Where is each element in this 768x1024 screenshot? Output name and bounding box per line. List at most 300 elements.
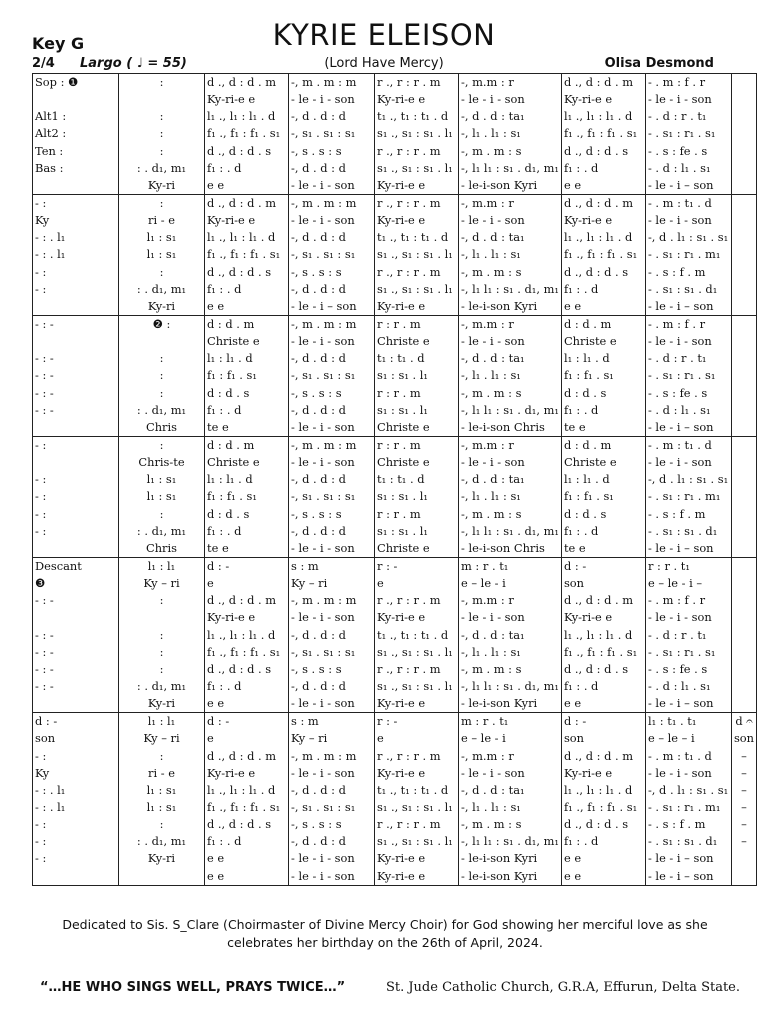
score-cell: l₁ : s₁	[119, 229, 205, 246]
score-cell: l₁ : t₁ . t₁	[645, 713, 731, 731]
score-line	[33, 385, 757, 402]
score-cell: - :	[33, 833, 119, 850]
score-cell: - :	[33, 747, 119, 764]
score-cell: - . s : f . m	[645, 816, 731, 833]
score-cell: :	[119, 506, 205, 523]
score-cell: l₁ : l₁ . d	[561, 471, 645, 488]
score-cell: e e	[561, 695, 645, 713]
score-cell: - :	[33, 850, 119, 867]
score-line	[33, 125, 757, 142]
score-line	[33, 506, 757, 523]
score-cell: -, m.m : r	[459, 436, 562, 454]
score-cell: r : r . m	[375, 385, 459, 402]
score-cell: d : d . m	[561, 315, 645, 333]
score-cell: - . s₁ : s₁ . d₁	[645, 281, 731, 298]
score-cell: -, d . d : ta₁	[459, 350, 562, 367]
score-cell: Ky-ri-e e	[375, 850, 459, 867]
score-cell: - le - i – son	[645, 419, 731, 437]
score-cell: - : -	[33, 385, 119, 402]
score-cell: l₁ : l₁ . d	[561, 350, 645, 367]
score-cell: - :	[33, 471, 119, 488]
score-cell	[33, 540, 119, 558]
score-cell	[731, 385, 756, 402]
score-cell: t₁ : t₁ . d	[375, 350, 459, 367]
score-cell: : . d₁, m₁	[119, 402, 205, 419]
score-cell: ri - e	[119, 765, 205, 782]
score-cell: d ., d : d . m	[561, 74, 645, 92]
score-cell: -, d . d : ta₁	[459, 782, 562, 799]
score-cell	[731, 488, 756, 505]
score-cell: - le - i - son	[459, 212, 562, 229]
score-cell: - . s₁ : r₁ . m₁	[645, 799, 731, 816]
score-cell: l₁ ., l₁ : l₁ . d	[205, 108, 289, 125]
score-cell: -, s₁ . s₁ : s₁	[289, 367, 375, 384]
score-cell: d : d . s	[205, 385, 289, 402]
score-cell: Christe e	[561, 333, 645, 350]
score-cell: l₁ : s₁	[119, 488, 205, 505]
score-cell	[731, 523, 756, 540]
score-cell: -, d . d : ta₁	[459, 108, 562, 125]
score-cell: - :	[33, 264, 119, 281]
score-cell: s₁ : s₁ . l₁	[375, 402, 459, 419]
score-cell: - : -	[33, 678, 119, 695]
score-cell: -, s₁ . s₁ : s₁	[289, 488, 375, 505]
score-cell	[731, 264, 756, 281]
score-cell	[731, 108, 756, 125]
score-cell: - . s : fe . s	[645, 143, 731, 160]
score-cell: e e	[205, 850, 289, 867]
score-cell: - : . l₁	[33, 246, 119, 263]
score-cell	[731, 850, 756, 867]
score-cell: - le - i - son	[289, 540, 375, 558]
score-cell: –	[731, 782, 756, 799]
score-line	[33, 298, 757, 316]
score-cell	[731, 315, 756, 333]
score-cell: - le - i - son	[459, 333, 562, 350]
score-cell: - le-i-son Kyri	[459, 298, 562, 316]
score-cell	[119, 91, 205, 108]
score-cell: -, d . l₁ : s₁ . s₁	[645, 229, 731, 246]
score-cell: - le-i-son Chris	[459, 540, 562, 558]
score-cell: m : r . t₁	[459, 557, 562, 575]
score-cell: - . s : f . m	[645, 506, 731, 523]
song-subtitle: (Lord Have Mercy)	[324, 56, 444, 71]
score-cell: f₁ : f₁ . s₁	[561, 367, 645, 384]
score-cell: f₁ : . d	[205, 281, 289, 298]
score-cell	[731, 419, 756, 437]
score-line	[33, 436, 757, 454]
score-cell: d : -	[205, 557, 289, 575]
composer-name: Olisa Desmond	[604, 56, 714, 71]
score-cell: r ., r : r . m	[375, 74, 459, 92]
score-cell: f₁ : . d	[561, 523, 645, 540]
score-cell: r : -	[375, 557, 459, 575]
score-cell: t₁ ., t₁ : t₁ . d	[375, 108, 459, 125]
score-cell: : . d₁, m₁	[119, 833, 205, 850]
score-line	[33, 627, 757, 644]
score-cell	[731, 367, 756, 384]
score-cell: - . s : fe . s	[645, 661, 731, 678]
score-cell: s₁ ., s₁ : s₁ . l₁	[375, 246, 459, 263]
score-cell: - le - i - son	[289, 333, 375, 350]
score-cell: l₁ ., l₁ : l₁ . d	[561, 627, 645, 644]
score-cell	[119, 333, 205, 350]
score-cell: l₁ : s₁	[119, 782, 205, 799]
score-cell: Christe e	[561, 454, 645, 471]
score-cell: -, m . m : m	[289, 436, 375, 454]
score-cell	[33, 333, 119, 350]
score-line	[33, 350, 757, 367]
score-cell: s₁ ., s₁ : s₁ . l₁	[375, 281, 459, 298]
score-cell: d : -	[561, 713, 645, 731]
score-cell: s₁ : s₁ . l₁	[375, 523, 459, 540]
score-line	[33, 402, 757, 419]
score-cell: -, m . m : m	[289, 74, 375, 92]
score-cell	[731, 212, 756, 229]
score-cell: - . d : r . t₁	[645, 108, 731, 125]
score-cell: -, s . s : s	[289, 816, 375, 833]
score-cell	[731, 867, 756, 885]
score-cell: d ., d : d . m	[205, 592, 289, 609]
score-cell: f₁ ., f₁ : f₁ . s₁	[205, 644, 289, 661]
dedication-line-2: celebrates her birthday on the 26th of April, 2024.	[227, 935, 543, 950]
score-cell: - : -	[33, 592, 119, 609]
score-cell	[731, 592, 756, 609]
score-cell: - le - i - son	[459, 765, 562, 782]
score-cell: f₁ ., f₁ : f₁ . s₁	[205, 246, 289, 263]
score-cell: -, m.m : r	[459, 592, 562, 609]
score-cell: -, d . l₁ : s₁ . s₁	[645, 782, 731, 799]
score-cell: Ky-ri-e e	[205, 91, 289, 108]
score-cell: - le-i-son Chris	[459, 419, 562, 437]
score-cell: - : . l₁	[33, 782, 119, 799]
score-line	[33, 730, 757, 747]
score-cell: - . d : l₁ . s₁	[645, 402, 731, 419]
score-cell	[731, 194, 756, 212]
score-cell: son	[561, 730, 645, 747]
score-cell: - le - i - son	[289, 765, 375, 782]
score-cell: -, d . d : d	[289, 782, 375, 799]
score-cell: - . s₁ : r₁ . s₁	[645, 367, 731, 384]
score-cell: -, d . d : d	[289, 678, 375, 695]
score-cell: - : -	[33, 661, 119, 678]
score-cell: Ky-ri-e e	[375, 212, 459, 229]
score-cell	[731, 678, 756, 695]
score-cell: f₁ : . d	[561, 833, 645, 850]
score-cell	[119, 867, 205, 885]
score-cell: -, s . s : s	[289, 661, 375, 678]
score-cell	[33, 867, 119, 885]
score-cell	[731, 454, 756, 471]
score-cell: t₁ ., t₁ : t₁ . d	[375, 229, 459, 246]
score-cell: :	[119, 385, 205, 402]
score-cell: - le - i - son	[289, 850, 375, 867]
score-cell: t₁ : t₁ . d	[375, 471, 459, 488]
score-cell	[33, 695, 119, 713]
score-cell: -, d . d : d	[289, 471, 375, 488]
score-cell: l₁ ., l₁ : l₁ . d	[205, 229, 289, 246]
score-line	[33, 212, 757, 229]
score-cell: te e	[561, 419, 645, 437]
score-cell: - . m : t₁ . d	[645, 194, 731, 212]
score-cell: Christe e	[205, 333, 289, 350]
score-cell: d ., d : d . m	[205, 194, 289, 212]
score-cell: - le - i – son	[645, 695, 731, 713]
score-line	[33, 765, 757, 782]
score-cell: Ten :	[33, 143, 119, 160]
score-cell: d ., d : d . m	[561, 194, 645, 212]
score-cell: - . d : r . t₁	[645, 350, 731, 367]
score-cell: d 𝄐	[731, 713, 756, 731]
score-cell: -, l₁ . l₁ : s₁	[459, 367, 562, 384]
score-cell: -, l₁ . l₁ : s₁	[459, 644, 562, 661]
score-cell: - le - i - son	[289, 695, 375, 713]
score-line	[33, 557, 757, 575]
score-cell: Ky – ri	[119, 730, 205, 747]
score-cell: Chris	[119, 419, 205, 437]
dedication	[40, 916, 730, 952]
score-cell: -, d . d : d	[289, 350, 375, 367]
score-cell: f₁ : . d	[561, 281, 645, 298]
score-cell: d : -	[205, 713, 289, 731]
score-cell: - :	[33, 194, 119, 212]
score-line	[33, 91, 757, 108]
score-cell	[119, 609, 205, 626]
score-cell: - le - i - son	[289, 91, 375, 108]
score-cell: - le - i - son	[645, 765, 731, 782]
score-cell: r ., r : r . m	[375, 592, 459, 609]
score-cell: - . s₁ : s₁ . d₁	[645, 523, 731, 540]
score-cell: l₁ ., l₁ : l₁ . d	[205, 627, 289, 644]
score-cell: r ., r : r . m	[375, 747, 459, 764]
score-cell: –	[731, 833, 756, 850]
score-cell: :	[119, 143, 205, 160]
score-cell: d ., d : d . m	[205, 74, 289, 92]
score-cell: :	[119, 436, 205, 454]
score-line	[33, 367, 757, 384]
score-cell: f₁ : f₁ . s₁	[205, 367, 289, 384]
score-cell: Ky-ri	[119, 298, 205, 316]
score-line	[33, 575, 757, 592]
score-cell	[731, 177, 756, 195]
score-cell: -, s₁ . s₁ : s₁	[289, 125, 375, 142]
score-cell: e e	[205, 298, 289, 316]
score-cell: son	[731, 730, 756, 747]
score-cell: Ky-ri-e e	[205, 765, 289, 782]
score-cell: -, m . m : m	[289, 592, 375, 609]
score-cell: Christe e	[375, 333, 459, 350]
score-cell: -, s . s : s	[289, 264, 375, 281]
score-cell: Christe e	[375, 540, 459, 558]
score-cell: - . d : l₁ . s₁	[645, 678, 731, 695]
score-line	[33, 850, 757, 867]
score-cell: Ky-ri-e e	[375, 765, 459, 782]
score-cell: - . s₁ : r₁ . s₁	[645, 125, 731, 142]
score-cell: Christe e	[205, 454, 289, 471]
score-cell	[731, 298, 756, 316]
score-cell: -, l₁ l₁ : s₁ . d₁, m₁	[459, 833, 562, 850]
score-cell: -, m . m : s	[459, 506, 562, 523]
score-cell: - le - i - son	[289, 177, 375, 195]
score-cell: - : . l₁	[33, 229, 119, 246]
score-cell: Ky-ri-e e	[561, 91, 645, 108]
score-cell: d ., d : d . s	[561, 661, 645, 678]
score-cell: f₁ : . d	[561, 678, 645, 695]
score-cell: d : d . s	[561, 385, 645, 402]
score-cell: -, l₁ . l₁ : s₁	[459, 488, 562, 505]
score-cell	[731, 609, 756, 626]
score-cell: :	[119, 747, 205, 764]
score-cell: Christe e	[375, 454, 459, 471]
score-line	[33, 194, 757, 212]
score-cell: s : m	[289, 713, 375, 731]
score-cell: son	[33, 730, 119, 747]
score-line	[33, 143, 757, 160]
score-cell: - . s₁ : s₁ . d₁	[645, 833, 731, 850]
score-cell: -, d . d : d	[289, 627, 375, 644]
score-cell: d : d . m	[561, 436, 645, 454]
score-cell: d ., d : d . s	[205, 264, 289, 281]
score-cell: -, m . m : m	[289, 315, 375, 333]
score-cell: -, m.m : r	[459, 747, 562, 764]
score-cell: f₁ ., f₁ : f₁ . s₁	[561, 644, 645, 661]
score-line	[33, 229, 757, 246]
score-cell: f₁ ., f₁ : f₁ . s₁	[205, 799, 289, 816]
score-cell: - le - i – son	[645, 298, 731, 316]
score-cell: - : -	[33, 367, 119, 384]
score-cell	[731, 506, 756, 523]
score-cell: - le - i - son	[289, 212, 375, 229]
score-cell: Christe e	[375, 419, 459, 437]
score-cell: - . s₁ : r₁ . m₁	[645, 488, 731, 505]
score-cell: l₁ ., l₁ : l₁ . d	[205, 782, 289, 799]
score-cell: te e	[205, 540, 289, 558]
score-line	[33, 74, 757, 92]
score-cell	[731, 125, 756, 142]
score-cell: - le - i – son	[645, 867, 731, 885]
score-cell: - :	[33, 488, 119, 505]
score-line	[33, 281, 757, 298]
tempo-marking: Largo ( ♩ = 55)	[80, 56, 187, 71]
score-cell: Ky-ri-e e	[375, 867, 459, 885]
score-cell: :	[119, 367, 205, 384]
score-cell: : . d₁, m₁	[119, 281, 205, 298]
score-cell: : . d₁, m₁	[119, 523, 205, 540]
score-cell: -, d . d : d	[289, 281, 375, 298]
score-cell: f₁ : . d	[205, 678, 289, 695]
score-cell	[33, 419, 119, 437]
score-cell: :	[119, 194, 205, 212]
score-cell: - le - i - son	[289, 454, 375, 471]
score-cell: -, l₁ l₁ : s₁ . d₁, m₁	[459, 678, 562, 695]
score-line	[33, 160, 757, 177]
score-cell: - le - i - son	[645, 212, 731, 229]
score-cell: -, l₁ l₁ : s₁ . d₁, m₁	[459, 281, 562, 298]
score-cell: -, s . s : s	[289, 506, 375, 523]
score-line	[33, 661, 757, 678]
score-cell: -, l₁ l₁ : s₁ . d₁, m₁	[459, 402, 562, 419]
score-cell: Chris-te	[119, 454, 205, 471]
score-cell: e – le – i	[645, 730, 731, 747]
score-line	[33, 644, 757, 661]
score-cell: Ky	[33, 212, 119, 229]
score-cell: Ky-ri-e e	[205, 609, 289, 626]
score-cell: Ky-ri-e e	[375, 298, 459, 316]
score-cell: -, d . d : d	[289, 160, 375, 177]
score-cell: f₁ ., f₁ : f₁ . s₁	[205, 125, 289, 142]
score-cell: :	[119, 592, 205, 609]
score-cell	[33, 454, 119, 471]
score-cell: l₁ : s₁	[119, 246, 205, 263]
solfa-score-table	[32, 73, 757, 886]
score-cell: –	[731, 816, 756, 833]
score-cell: s₁ ., s₁ : s₁ . l₁	[375, 125, 459, 142]
score-cell	[731, 695, 756, 713]
score-cell: d ., d : d . m	[561, 747, 645, 764]
key-signature: Key G	[32, 34, 85, 53]
score-cell: r : -	[375, 713, 459, 731]
dedication-line-1: Dedicated to Sis. S_Clare (Choirmaster of Divine Mercy Choir) for God showing her merciful love as she	[62, 917, 708, 932]
score-cell: -, m.m : r	[459, 194, 562, 212]
score-cell: -, m . m : s	[459, 661, 562, 678]
score-cell: f₁ : . d	[205, 160, 289, 177]
score-cell: l₁ : s₁	[119, 799, 205, 816]
score-cell: e	[205, 575, 289, 592]
score-cell: Ky-ri-e e	[375, 177, 459, 195]
score-cell: d ., d : d . s	[205, 661, 289, 678]
score-cell: r : r . m	[375, 315, 459, 333]
score-cell: Sop : ❶	[33, 74, 119, 92]
score-cell: d : d . s	[205, 506, 289, 523]
choir-motto: “…HE WHO SINGS WELL, PRAYS TWICE…”	[40, 980, 346, 995]
score-cell: l₁ ., l₁ : l₁ . d	[561, 782, 645, 799]
score-cell: f₁ : f₁ . s₁	[561, 488, 645, 505]
score-cell: -, m . m : s	[459, 816, 562, 833]
score-cell: :	[119, 350, 205, 367]
score-body	[33, 74, 757, 886]
score-cell: -, l₁ l₁ : s₁ . d₁, m₁	[459, 523, 562, 540]
score-cell: r ., r : r . m	[375, 194, 459, 212]
score-cell: e e	[205, 867, 289, 885]
score-cell: e – le - i	[459, 730, 562, 747]
score-cell: -, d . l₁ : s₁ . s₁	[645, 471, 731, 488]
score-cell: f₁ ., f₁ : f₁ . s₁	[561, 799, 645, 816]
score-cell: - : -	[33, 315, 119, 333]
score-cell	[731, 402, 756, 419]
score-cell: - :	[33, 281, 119, 298]
score-cell: l₁ : s₁	[119, 471, 205, 488]
score-cell	[731, 350, 756, 367]
score-line	[33, 867, 757, 885]
score-cell: - le - i - son	[645, 609, 731, 626]
score-cell: f₁ ., f₁ : f₁ . s₁	[561, 246, 645, 263]
score-cell: -, d . d : d	[289, 229, 375, 246]
score-line	[33, 471, 757, 488]
score-cell: f₁ : . d	[205, 523, 289, 540]
score-cell: Ky – ri	[119, 575, 205, 592]
score-cell: s₁ ., s₁ : s₁ . l₁	[375, 799, 459, 816]
score-cell: - le - i – son	[645, 177, 731, 195]
score-cell: - :	[33, 523, 119, 540]
score-cell: -, m . m : s	[459, 143, 562, 160]
score-cell	[33, 91, 119, 108]
score-cell: - : -	[33, 350, 119, 367]
score-cell: r : r . m	[375, 436, 459, 454]
score-cell: - le - i - son	[459, 454, 562, 471]
score-cell: s₁ : s₁ . l₁	[375, 488, 459, 505]
score-cell: -, d . d : d	[289, 523, 375, 540]
score-cell: te e	[205, 419, 289, 437]
